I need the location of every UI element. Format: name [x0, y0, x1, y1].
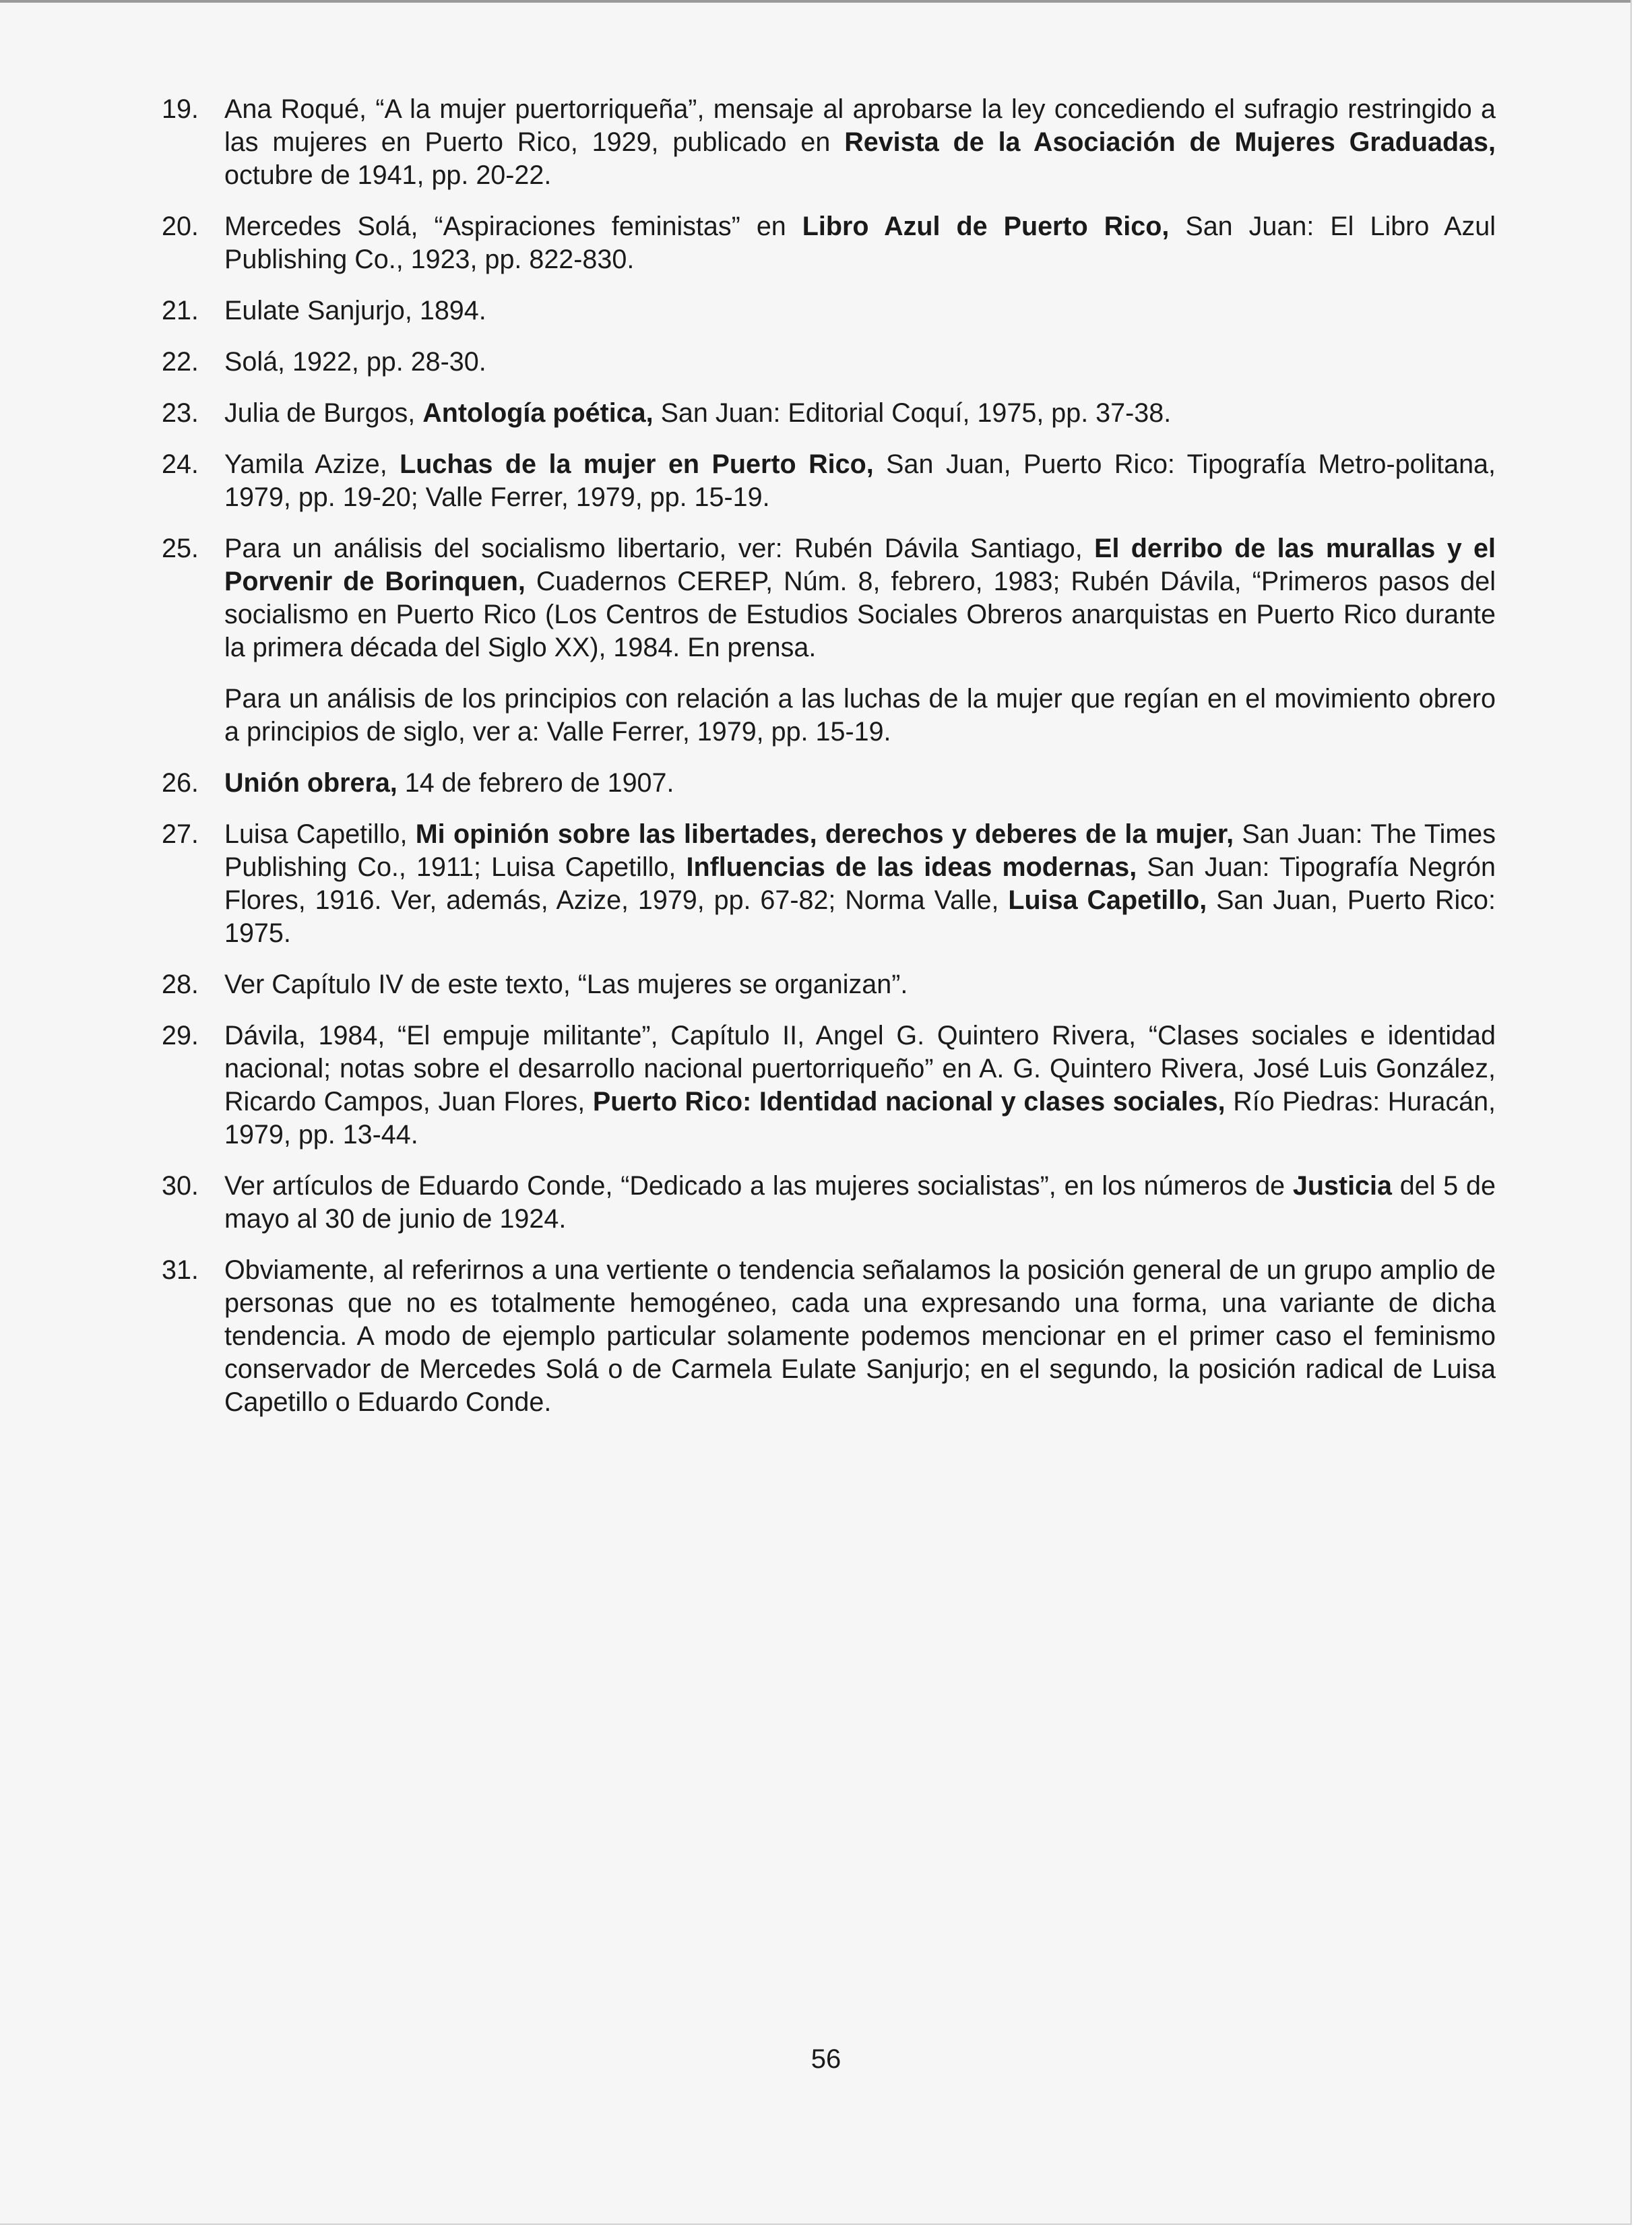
- text-run: San Juan, Puerto Rico: Tipografía Metro-politana, 1979, pp. 19-20; Valle Ferrer, 1979, pp. 15-19.: [224, 449, 1496, 512]
- endnote-item: [162, 1254, 1496, 1419]
- work-title: Influencias de las ideas modernas,: [686, 852, 1137, 882]
- endnote-number: 24.: [162, 449, 199, 479]
- endnote-item: [162, 968, 1496, 1001]
- text-run: del 5 de mayo al 30 de junio de 1924.: [224, 1171, 1496, 1234]
- endnote-number: 31.: [162, 1255, 199, 1285]
- endnote-item: [162, 93, 1496, 192]
- endnote-text: [224, 1170, 1496, 1236]
- endnote-text: [224, 210, 1496, 276]
- endnote-number: 22.: [162, 347, 199, 377]
- top-border-line: [0, 0, 1630, 3]
- endnote-item: [162, 448, 1496, 514]
- endnote-number: 19.: [162, 94, 199, 124]
- text-run: San Juan: Tipografía Negrón Flores, 1916. Ver, además, Azize, 1979, pp. 67-82; Norma Valle,: [224, 852, 1496, 915]
- text-run: Obviamente, al referirnos a una vertiente o tendencia señalamos la posición general de un grupo amplio de personas que no es totalmente hemogéneo, cada una expresando una forma, una variante de dicha tendencia. A modo de ejemplo particular solamente podemos mencionar en el primer caso el feminismo conservador de Mercedes Solá o de Carmela Eulate Sanjurjo; en el segundo, la posición radical de Luisa Capetillo o Eduardo Conde.: [224, 1255, 1496, 1417]
- endnote-number: 30.: [162, 1171, 199, 1201]
- work-title: Luchas de la mujer en Puerto Rico,: [400, 449, 874, 479]
- endnote-text: [224, 683, 1496, 749]
- text-run: 14 de febrero de 1907.: [397, 768, 674, 798]
- endnote-item: [162, 346, 1496, 379]
- endnote-item: [162, 818, 1496, 950]
- work-title: El derribo de las murallas y el Porvenir de Borinquen,: [224, 534, 1496, 596]
- text-run: Río Piedras: Huracán, 1979, pp. 13-44.: [224, 1087, 1496, 1149]
- work-title: Libro Azul de Puerto Rico,: [802, 212, 1170, 241]
- endnote-number: 26.: [162, 768, 199, 798]
- work-title: Puerto Rico: Identidad nacional y clases sociales,: [592, 1087, 1226, 1116]
- work-title: Revista de la Asociación de Mujeres Graduadas,: [844, 127, 1496, 157]
- text-run: octubre de 1941, pp. 20-22.: [224, 160, 552, 190]
- text-run: San Juan, Puerto Rico: 1975.: [224, 885, 1496, 948]
- text-run: Eulate Sanjurjo, 1894.: [224, 296, 486, 325]
- endnote-text: [224, 968, 1496, 1001]
- endnote-text: [224, 346, 1496, 379]
- endnote-text: [224, 532, 1496, 664]
- endnote-text: [224, 1019, 1496, 1152]
- work-title: Justicia: [1292, 1171, 1392, 1201]
- text-run: Ana Roqué, “A la mujer puertorriqueña”, mensaje al aprobarse la ley concediendo el sufragio restringido a las mujeres en Puerto Rico, 1929, publicado en: [224, 94, 1496, 157]
- text-run: Mercedes Solá, “Aspiraciones feministas” en: [224, 212, 802, 241]
- text-run: San Juan: The Times Publishing Co., 1911; Luisa Capetillo,: [224, 819, 1496, 882]
- text-run: San Juan: Editorial Coquí, 1975, pp. 37-38.: [653, 398, 1172, 428]
- endnote-number: 25.: [162, 534, 199, 563]
- endnotes-list: [162, 93, 1496, 1437]
- endnote-number: 27.: [162, 819, 199, 849]
- work-title: Mi opinión sobre las libertades, derechos y deberes de la mujer,: [415, 819, 1234, 849]
- endnote-item: [162, 1019, 1496, 1152]
- endnote-text: [224, 1254, 1496, 1419]
- endnote-text: [224, 818, 1496, 950]
- endnote-text: [224, 397, 1496, 430]
- text-run: Cuadernos CEREP, Núm. 8, febrero, 1983; Rubén Dávila, “Primeros pasos del socialismo en Puerto Rico (Los Centros de Estudios Sociales Obreros anarquistas en Puerto Rico durante la primera década del Siglo XX), 1984. En prensa.: [224, 567, 1496, 662]
- endnote-text: [224, 294, 1496, 327]
- endnote-item: [162, 210, 1496, 276]
- text-run: Ver artículos de Eduardo Conde, “Dedicado a las mujeres socialistas”, en los números de: [224, 1171, 1293, 1201]
- endnote-number: 21.: [162, 296, 199, 325]
- text-run: Para un análisis de los principios con relación a las luchas de la mujer que regían en el movimiento obrero a principios de siglo, ver a: Valle Ferrer, 1979, pp. 15-19.: [224, 684, 1496, 747]
- endnote-text: [224, 93, 1496, 192]
- text-run: Yamila Azize,: [224, 449, 400, 479]
- endnote-item: [162, 1170, 1496, 1236]
- endnote-number: 28.: [162, 970, 199, 999]
- endnote-number: 29.: [162, 1021, 199, 1050]
- page-number: 56: [811, 2044, 841, 2074]
- endnote-text: [224, 767, 1496, 800]
- text-run: Para un análisis del socialismo libertario, ver: Rubén Dávila Santiago,: [224, 534, 1095, 563]
- endnote-number: 23.: [162, 398, 199, 428]
- text-run: Luisa Capetillo,: [224, 819, 416, 849]
- text-run: Ver Capítulo IV de este texto, “Las mujeres se organizan”.: [224, 970, 908, 999]
- endnote-number: 20.: [162, 212, 199, 241]
- text-run: Dávila, 1984, “El empuje militante”, Capítulo II, Angel G. Quintero Rivera, “Clases sociales e identidad nacional; notas sobre el desarrollo nacional puertorriqueño” en A. G. Quintero Rivera, José Luis González, Ricardo Campos, Juan Flores,: [224, 1021, 1496, 1116]
- endnote-item: [162, 767, 1496, 800]
- endnote-item: [162, 397, 1496, 430]
- text-run: San Juan: El Libro Azul Publishing Co., 1923, pp. 822-830.: [224, 212, 1496, 274]
- work-title: Luisa Capetillo,: [1008, 885, 1207, 915]
- endnote-item: [162, 532, 1496, 749]
- work-title: Unión obrera,: [224, 768, 398, 798]
- text-run: Solá, 1922, pp. 28-30.: [224, 347, 486, 377]
- work-title: Antología poética,: [422, 398, 654, 428]
- endnote-text: [224, 448, 1496, 514]
- text-run: Julia de Burgos,: [224, 398, 423, 428]
- endnote-item: [162, 294, 1496, 327]
